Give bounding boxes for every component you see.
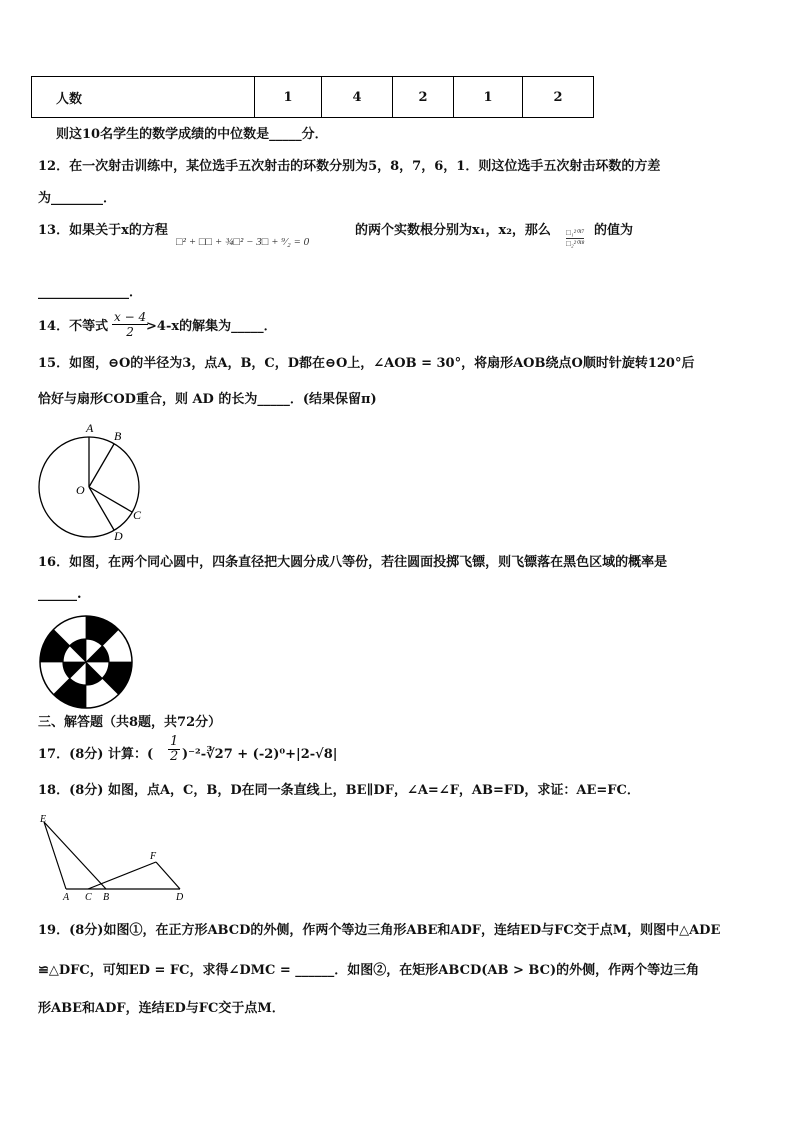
question-17-fraction — [168, 735, 180, 764]
segment-eb — [44, 822, 106, 889]
table-header-cell: 人数 — [32, 77, 255, 118]
label-a: A — [63, 892, 70, 903]
question-16-line2: ______. — [38, 587, 82, 602]
fraction-denominator: 2 — [126, 325, 134, 339]
question-13-lead: 13．如果关于x的方程 — [38, 223, 168, 238]
label-e: E — [40, 814, 47, 825]
fraction-numerator: x − 4 — [114, 310, 147, 324]
label-f: F — [150, 851, 157, 862]
question-13-tail1: 的两个实数根分别为x₁，x₂，那么 — [355, 223, 551, 238]
label-b: B — [103, 892, 110, 903]
segment-fd — [156, 862, 180, 889]
question-12-line1: 12．在一次射击训练中，某位选手五次射击的环数分别为5，8，7，6，1．则这位选手五次射击环数的方差 — [38, 159, 661, 174]
question-19-line2: ≌△DFC，可知ED = FC，求得∠DMC = ______．如图②，在矩形ABCD(AB > BC)的外侧，作两个等边三角 — [38, 963, 700, 978]
triangles-diagram — [36, 812, 192, 904]
question-15-line2: 恰好与扇形COD重合，则 AD 的长为_____．(结果保留π) — [38, 392, 377, 407]
table-cell: 1 — [255, 77, 322, 118]
fraction-denominator: □₂²⁰¹⁸ — [566, 239, 585, 248]
question-14-lead: 14．不等式 — [38, 319, 109, 334]
question-13-equation: □² + □□ + ¾□² − 3□ + ⁹⁄₂ = 0 — [176, 236, 310, 248]
table-cell: 2 — [393, 77, 454, 118]
score-table — [31, 76, 594, 118]
question-13-tail2: 的值为 — [594, 223, 634, 238]
section-heading: 三、解答题（共8题，共72分） — [38, 715, 222, 730]
radius-ob — [89, 444, 114, 487]
radius-oc — [89, 487, 132, 512]
label-c: C — [85, 892, 92, 903]
segment-cf — [88, 862, 156, 889]
label-a: A — [86, 421, 94, 435]
question-16-line1: 16．如图，在两个同心圆中，四条直径把大圆分成八等份，若往圆面投掷飞镖，则飞镖落在黑色区域的概率是 — [38, 555, 668, 570]
segment-ea — [44, 822, 66, 889]
question-15-line1: 15．如图，⊖O的半径为3，点A，B，C，D都在⊖O上，∠AOB = 30°，将扇形AOB绕点O顺时针旋转120°后 — [38, 356, 695, 371]
fraction-numerator: 1 — [170, 734, 179, 749]
table-row — [32, 77, 594, 118]
table-cell: 4 — [322, 77, 393, 118]
table-cell: 1 — [454, 77, 523, 118]
question-19-line1: 19．(8分)如图①，在正方形ABCD的外侧，作两个等边三角形ABE和ADF，连结ED与FC交于点M，则图中△ADE — [38, 923, 721, 938]
question-17-tail: )⁻²-∛27 + (-2)⁰+|2-√8| — [182, 747, 338, 762]
question-14-fraction — [112, 310, 148, 339]
fraction-denominator: 2 — [170, 749, 179, 764]
label-c: C — [133, 508, 142, 522]
fraction-numerator: □₁²⁰¹⁷ — [566, 228, 585, 237]
dartboard-diagram — [38, 614, 134, 710]
table-cell: 2 — [523, 77, 594, 118]
radius-od — [89, 487, 114, 530]
label-b: B — [114, 429, 122, 443]
question-13-blank: ______________． — [38, 285, 143, 300]
question-11-tail: 则这10名学生的数学成绩的中位数是_____分． — [56, 127, 328, 142]
label-d: D — [114, 529, 123, 543]
question-12-line2: 为________． — [38, 191, 117, 206]
circle-sector-diagram — [30, 420, 160, 545]
question-14-tail: >4-x的解集为_____． — [146, 319, 277, 334]
question-19-line3: 形ABE和ADF，连结ED与FC交于点M． — [38, 1001, 285, 1016]
question-17-lead: 17．(8分) 计算：( — [38, 747, 154, 762]
label-o: O — [76, 483, 85, 497]
question-13-fraction — [566, 228, 584, 249]
label-d: D — [176, 892, 184, 903]
question-18-text: 18．(8分) 如图，点A，C，B，D在同一条直线上，BE∥DF，∠A=∠F，AB=FD，求证：AE=FC． — [38, 783, 640, 798]
